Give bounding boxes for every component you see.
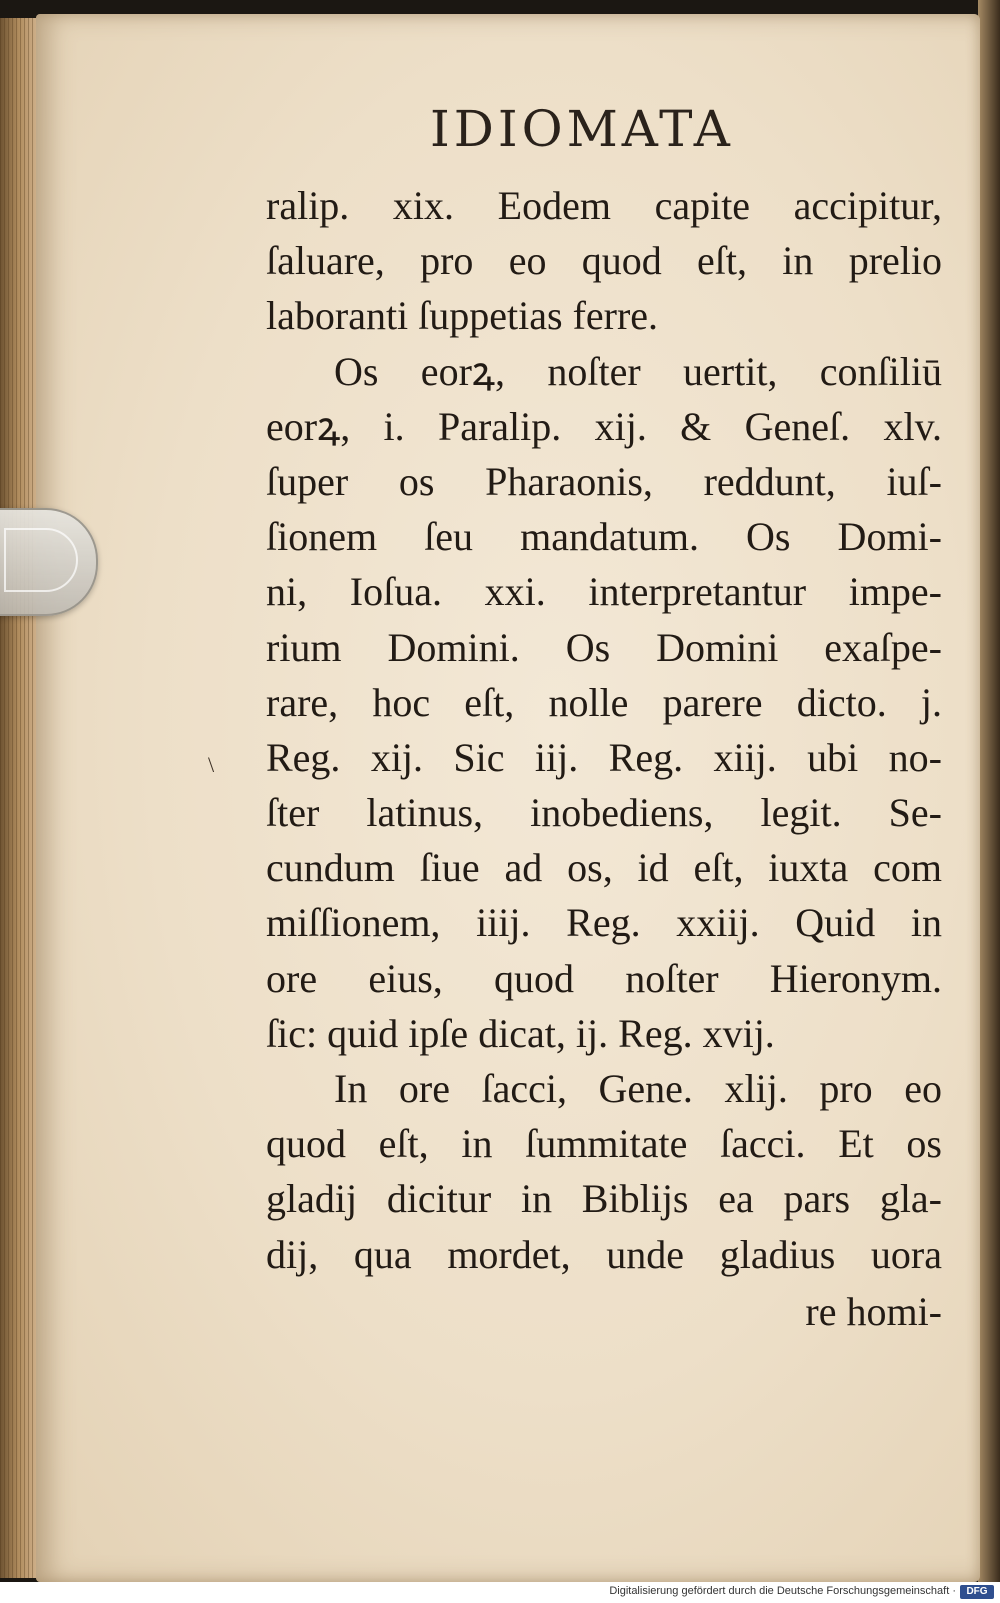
- text-line: ore eius, quod noſter Hieronym.: [266, 955, 942, 1001]
- text-line: rare, hoc eſt, nolle parere dicto. j.: [266, 679, 942, 725]
- background-right-edge: [978, 0, 1000, 1603]
- text-line: In ore ſacci, Gene. xlij. pro eo: [334, 1066, 942, 1111]
- text-line: gladij dicitur in Biblijs ea pars gla-: [266, 1176, 942, 1222]
- text-line: ſaluare, pro eo quod eſt, in prelio: [266, 238, 942, 284]
- page-text-block: [266, 178, 942, 1339]
- text-line: miſſionem, iiij. Reg. xxiij. Quid in: [266, 900, 942, 946]
- text-line: ſuper os Pharaonis, reddunt, iuſ-: [266, 458, 942, 504]
- digitization-footer: [0, 1582, 1000, 1603]
- text-line: Reg. xij. Sic iij. Reg. xiij. ubi no-: [266, 734, 942, 780]
- text-line: ſionem ſeu mandatum. Os Domi-: [266, 514, 942, 560]
- text-line: quod eſt, in ſummitate ſacci. Et os: [266, 1121, 942, 1167]
- text-line: cundum ſiue ad os, id eſt, iuxta com: [266, 845, 942, 891]
- running-head: IDIOMATA: [430, 100, 734, 158]
- footer-credit: Digitalisierung gefördert durch die Deutsche Forschungsgemeinschaft ·: [609, 1585, 956, 1597]
- text-line: ralip. xix. Eodem capite accipitur,: [266, 183, 942, 228]
- text-line: ſic: quid ipſe dicat, ij. Reg. xvij.: [266, 1010, 775, 1056]
- text-line: ſter latinus, inobediens, legit. Se-: [266, 790, 942, 836]
- catchword: re homi-: [805, 1288, 942, 1334]
- page-clip-holder: [0, 508, 98, 616]
- text-line: rium Domini. Os Domini exaſpe-: [266, 624, 942, 670]
- text-line: ni, Ioſua. xxi. interpretantur impe-: [266, 569, 942, 615]
- dfg-logo-icon: DFG: [960, 1585, 994, 1599]
- text-line: laboranti ſuppetias ferre.: [266, 293, 659, 339]
- text-line: Os eorꝝ, noſter uertit, conſiliū: [334, 348, 942, 394]
- stray-ink-mark: \: [208, 752, 215, 777]
- text-line: dij, qua mordet, unde gladius uora: [266, 1231, 942, 1277]
- text-line: eorꝝ, i. Paralip. xij. & Geneſ. xlv.: [266, 403, 942, 449]
